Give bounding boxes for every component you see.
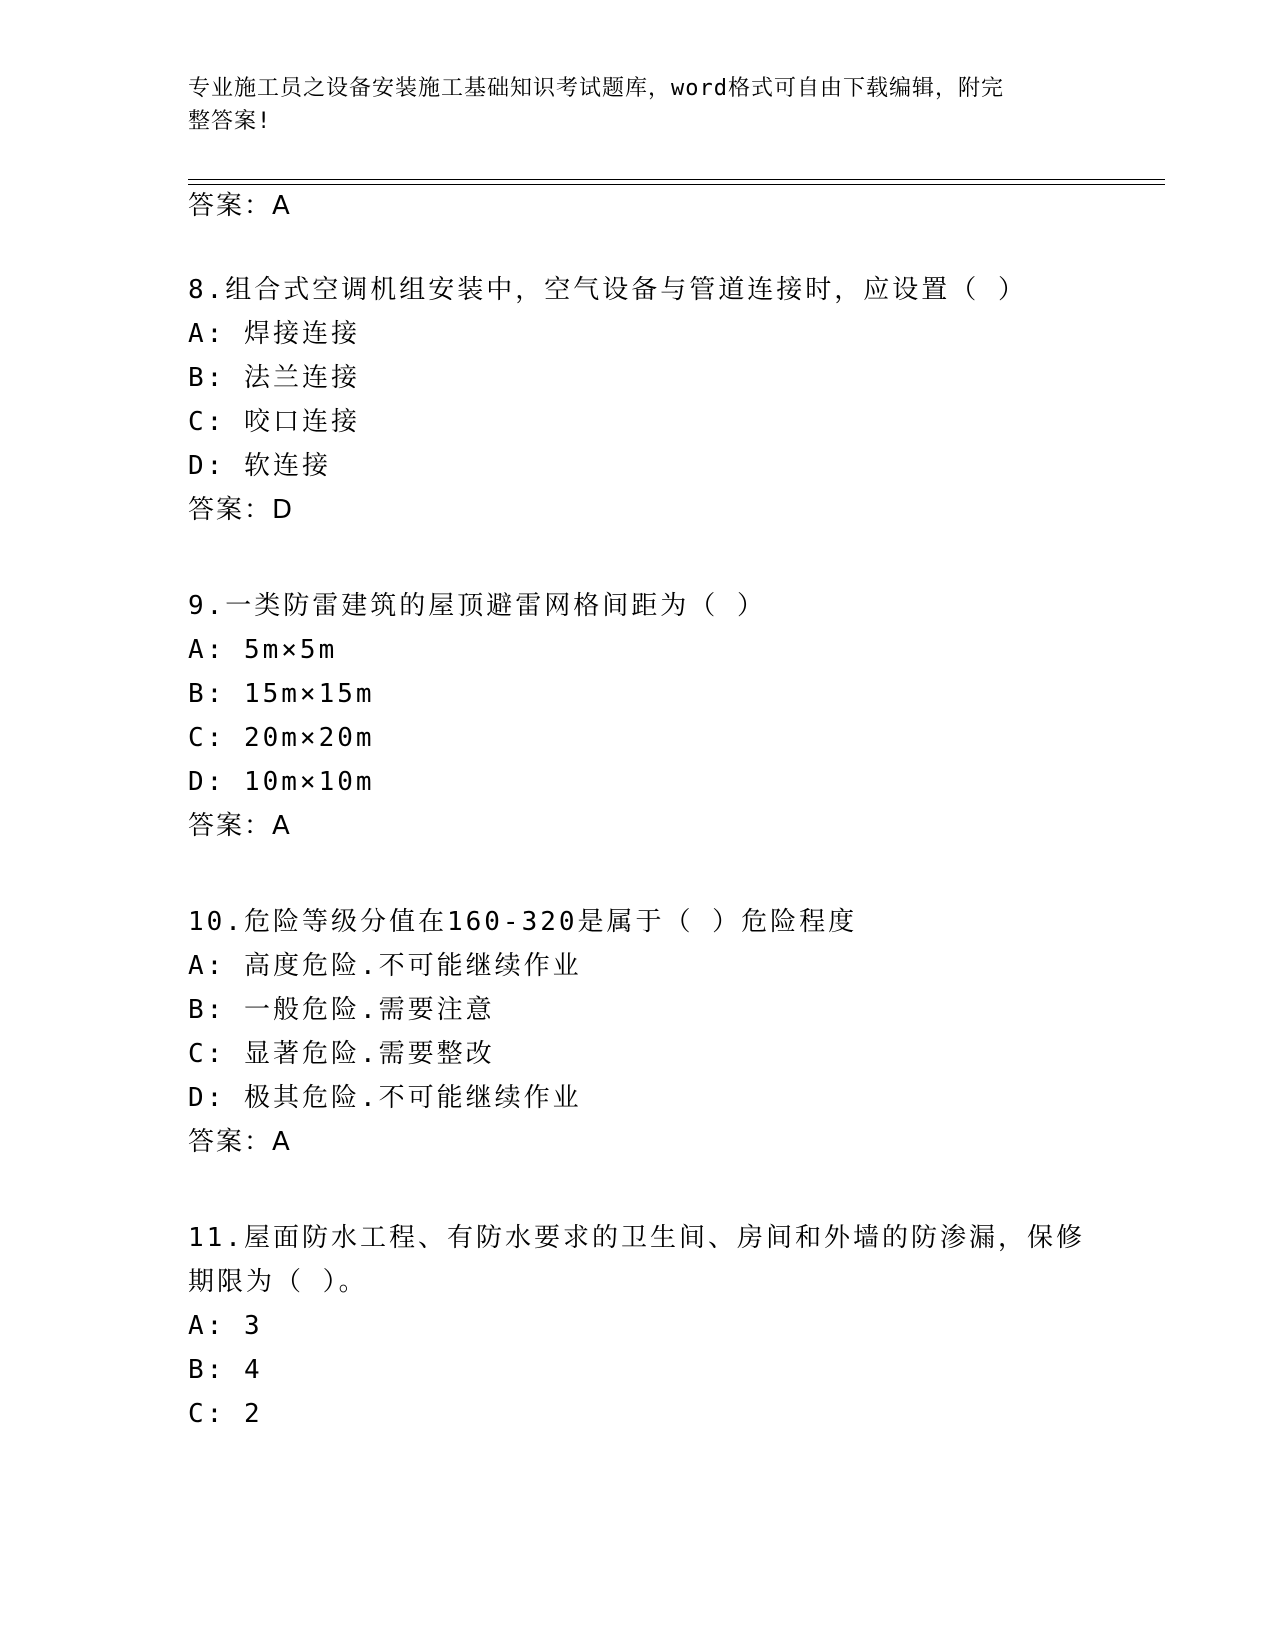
header-line-2: 整答案!	[188, 109, 272, 134]
question-8-option-c: C: 咬口连接	[188, 407, 360, 437]
question-11-option-a: A: 3	[188, 1311, 263, 1341]
header-line-1: 专业施工员之设备安装施工基础知识考试题库，word格式可自由下载编辑，附完	[188, 76, 1004, 101]
question-10-option-b: B: 一般危险.需要注意	[188, 995, 495, 1025]
question-9-answer: 答案：A	[188, 811, 292, 841]
header-divider-top	[188, 179, 1165, 180]
question-11-stem-line-2: 期限为（ ）。	[188, 1267, 368, 1297]
question-11-stem-line-1: 11.屋面防水工程、有防水要求的卫生间、房间和外墙的防渗漏，保修	[188, 1223, 1085, 1253]
question-8-stem: 8.组合式空调机组安装中，空气设备与管道连接时，应设置（ ）	[188, 275, 1027, 305]
question-9-option-d: D: 10m×10m	[188, 767, 375, 797]
question-8-answer: 答案：D	[188, 495, 295, 525]
question-9-stem: 9.一类防雷建筑的屋顶避雷网格间距为（ ）	[188, 591, 766, 621]
question-9-option-c: C: 20m×20m	[188, 723, 375, 753]
question-11-option-c: C: 2	[188, 1399, 263, 1429]
question-11-option-b: B: 4	[188, 1355, 263, 1385]
question-9-option-a: A: 5m×5m	[188, 635, 338, 665]
previous-answer: 答案：A	[188, 191, 292, 221]
question-9-option-b: B: 15m×15m	[188, 679, 375, 709]
document-header	[188, 72, 1088, 138]
question-10-option-d: D: 极其危险.不可能继续作业	[188, 1083, 582, 1113]
question-8-option-a: A: 焊接连接	[188, 319, 360, 349]
question-8-option-b: B: 法兰连接	[188, 363, 360, 393]
question-10-stem: 10.危险等级分值在160-320是属于（ ）危险程度	[188, 907, 858, 937]
question-8-option-d: D: 软连接	[188, 451, 331, 481]
header-divider-bottom	[188, 184, 1165, 185]
question-10-option-a: A: 高度危险.不可能继续作业	[188, 951, 582, 981]
question-10-option-c: C: 显著危险.需要整改	[188, 1039, 495, 1069]
question-10-answer: 答案：A	[188, 1127, 292, 1157]
